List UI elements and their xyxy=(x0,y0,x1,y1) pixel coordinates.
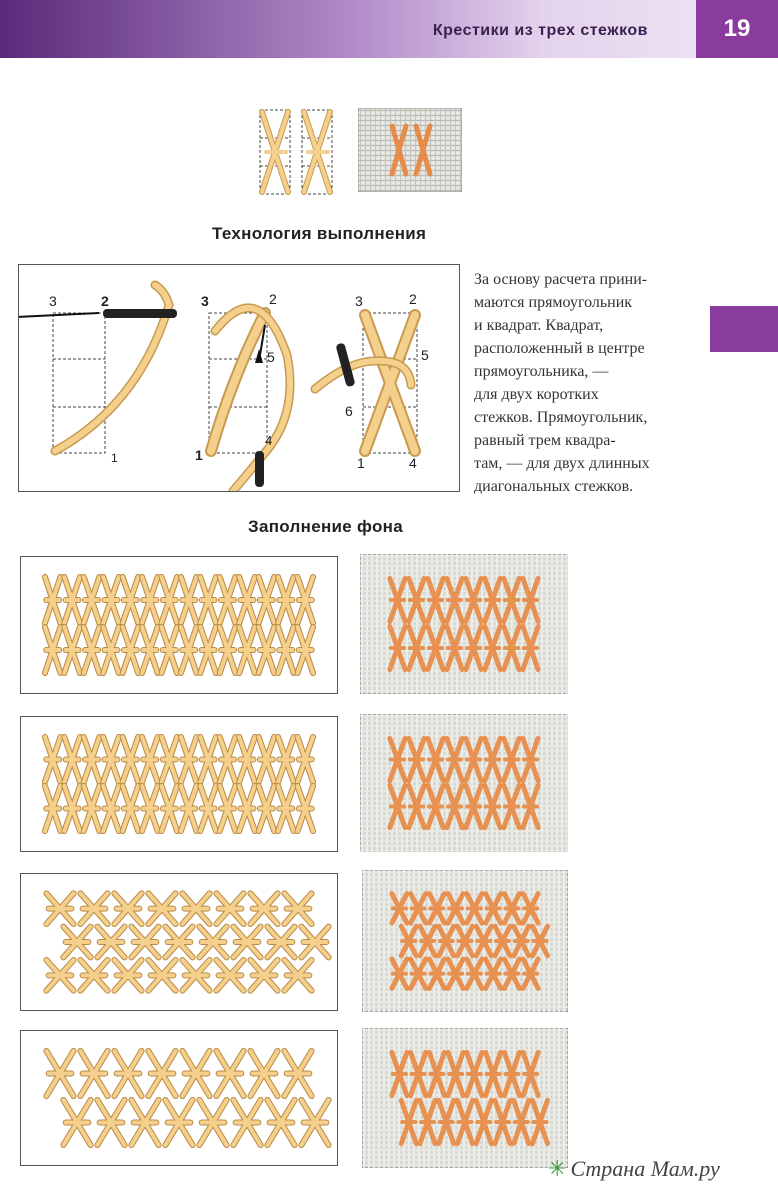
stitch-cross xyxy=(162,627,178,673)
fabric-sample-1 xyxy=(360,554,568,694)
stitch-cross xyxy=(97,1100,124,1145)
stitch-cross xyxy=(278,737,294,782)
stitch-cross xyxy=(267,1100,294,1145)
stitch-cross xyxy=(142,786,158,831)
stitch-cross xyxy=(239,786,255,831)
stitch-cross xyxy=(123,577,139,623)
stitch-cross xyxy=(259,627,275,673)
fill-title: Заполнение фона xyxy=(248,517,404,536)
stitch-cross xyxy=(80,893,107,924)
stitch-cross xyxy=(216,960,243,991)
stitch-cross xyxy=(200,786,216,831)
stitch-cross xyxy=(84,786,100,831)
page-header xyxy=(0,0,778,58)
pattern-panel-3 xyxy=(20,873,338,1011)
stitch-cross xyxy=(64,627,80,673)
stitch-cross xyxy=(63,927,90,958)
stitch-cross xyxy=(250,1051,277,1096)
pattern-panel-4 xyxy=(20,1030,338,1166)
stitch-cross xyxy=(142,737,158,782)
step2-label-1: 1 xyxy=(195,447,203,463)
stitch-cross xyxy=(46,893,73,924)
stitch-cross xyxy=(84,737,100,782)
stitch-cross xyxy=(200,737,216,782)
stitch-cross xyxy=(131,927,158,958)
stitch-cross xyxy=(267,927,294,958)
step1-label-1: 1 xyxy=(111,451,118,465)
stitch-cross xyxy=(64,577,80,623)
stitch-cross xyxy=(46,1051,73,1096)
top-fabric-sample xyxy=(358,108,462,192)
technology-panel xyxy=(18,264,460,492)
stitch-cross xyxy=(165,927,192,958)
stitch-cross xyxy=(284,1051,311,1096)
stitch-cross xyxy=(84,577,100,623)
watermark: ✳ Страна Мам.ру xyxy=(548,1156,720,1181)
step2-label-4: 4 xyxy=(265,433,273,448)
stitch-cross xyxy=(162,737,178,782)
stitch-cross xyxy=(162,786,178,831)
stitch-cross xyxy=(278,577,294,623)
description-text: За основу расчета прини- маются прямоугольник и квадрат. Квадрат, расположенный в центре прямоугольника, — для двух коротких стежков. Прямоугольник, равный трем квадра- там, — для двух длинных диагональных стежков. xyxy=(474,271,650,495)
stitch-cross xyxy=(301,1100,328,1145)
stitch-cross xyxy=(103,627,119,673)
stitch-cross xyxy=(220,627,236,673)
step3-label-3: 3 xyxy=(355,293,363,309)
stitch-cross xyxy=(181,577,197,623)
stitch-cross xyxy=(45,737,61,782)
step2-label-2: 2 xyxy=(269,291,277,307)
stitch-cross xyxy=(148,893,175,924)
pattern-panel-2 xyxy=(20,716,338,852)
step3-label-4: 4 xyxy=(409,455,417,471)
stitch-cross xyxy=(182,893,209,924)
stitch-cross xyxy=(181,627,197,673)
stitch-cross xyxy=(46,960,73,991)
stitch-cross xyxy=(239,577,255,623)
stitch-cross xyxy=(142,627,158,673)
stitch-cross xyxy=(45,627,61,673)
stitch-cross xyxy=(64,737,80,782)
stitch-cross xyxy=(114,893,141,924)
stitch-cross xyxy=(259,737,275,782)
step3-label-5: 5 xyxy=(421,347,429,363)
fabric-sample-3 xyxy=(362,870,568,1012)
fabric-sample-4 xyxy=(362,1028,568,1168)
side-tab xyxy=(710,306,778,352)
stitch-cross xyxy=(182,960,209,991)
stitch-cross xyxy=(181,786,197,831)
step1-label-2: 2 xyxy=(101,293,109,309)
stitch-cross xyxy=(298,786,314,831)
pattern-panel-1 xyxy=(20,556,338,694)
stitch-cross xyxy=(284,893,311,924)
stitch-cross xyxy=(103,577,119,623)
stitch-cross xyxy=(199,927,226,958)
stitch-cross xyxy=(80,1051,107,1096)
stitch-cross xyxy=(103,786,119,831)
fabric-sample-2 xyxy=(360,714,568,852)
stitch-cross xyxy=(123,737,139,782)
stitch-cross xyxy=(298,627,314,673)
stitch-cross xyxy=(103,737,119,782)
technology-diagram xyxy=(19,265,459,491)
stitch-cross xyxy=(45,786,61,831)
page-number: 19 xyxy=(696,0,778,58)
stitch-cross xyxy=(239,737,255,782)
stitch-cross xyxy=(233,1100,260,1145)
stitch-cross xyxy=(220,737,236,782)
stitch-cross xyxy=(97,927,124,958)
stitch-cross xyxy=(114,960,141,991)
stitch-cross xyxy=(216,1051,243,1096)
stitch-cross xyxy=(84,627,100,673)
stitch-cross xyxy=(148,1051,175,1096)
stitch-cross xyxy=(220,577,236,623)
technology-title: Технология выполнения xyxy=(212,224,427,243)
step3-label-2: 2 xyxy=(409,291,417,307)
stitch-cross xyxy=(181,737,197,782)
stitch-cross xyxy=(123,786,139,831)
stitch-cross xyxy=(131,1100,158,1145)
stitch-cross xyxy=(250,960,277,991)
step1-label-3: 3 xyxy=(49,293,57,309)
stitch-cross xyxy=(200,627,216,673)
stitch-cross xyxy=(165,1100,192,1145)
stitch-cross xyxy=(298,737,314,782)
stitch-cross xyxy=(114,1051,141,1096)
step3-label-6: 6 xyxy=(345,403,353,419)
stitch-cross xyxy=(162,577,178,623)
stitch-cross xyxy=(250,893,277,924)
stitch-cross xyxy=(200,577,216,623)
stitch-cross xyxy=(301,927,328,958)
stitch-cross xyxy=(45,577,61,623)
stitch-cross xyxy=(63,1100,90,1145)
stitch-cross xyxy=(64,786,80,831)
leaf-icon: ✳ xyxy=(548,1156,567,1181)
stitch-cross xyxy=(259,577,275,623)
stitch-cross xyxy=(123,627,139,673)
header-title: Крестики из трех стежков xyxy=(432,22,648,39)
stitch-cross xyxy=(298,577,314,623)
stitch-cross xyxy=(284,960,311,991)
stitch-cross xyxy=(80,960,107,991)
step2-label-3: 3 xyxy=(201,293,209,309)
stitch-cross xyxy=(142,577,158,623)
step2-label-5: 5 xyxy=(267,349,275,365)
stitch-cross xyxy=(259,786,275,831)
stitch-cross xyxy=(233,927,260,958)
stitch-cross xyxy=(182,1051,209,1096)
stitch-cross xyxy=(278,786,294,831)
stitch-cross xyxy=(199,1100,226,1145)
step3-label-1: 1 xyxy=(357,455,365,471)
stitch-cross xyxy=(220,786,236,831)
stitch-cross xyxy=(148,960,175,991)
stitch-cross xyxy=(239,627,255,673)
stitch-cross xyxy=(216,893,243,924)
stitch-cross xyxy=(278,627,294,673)
